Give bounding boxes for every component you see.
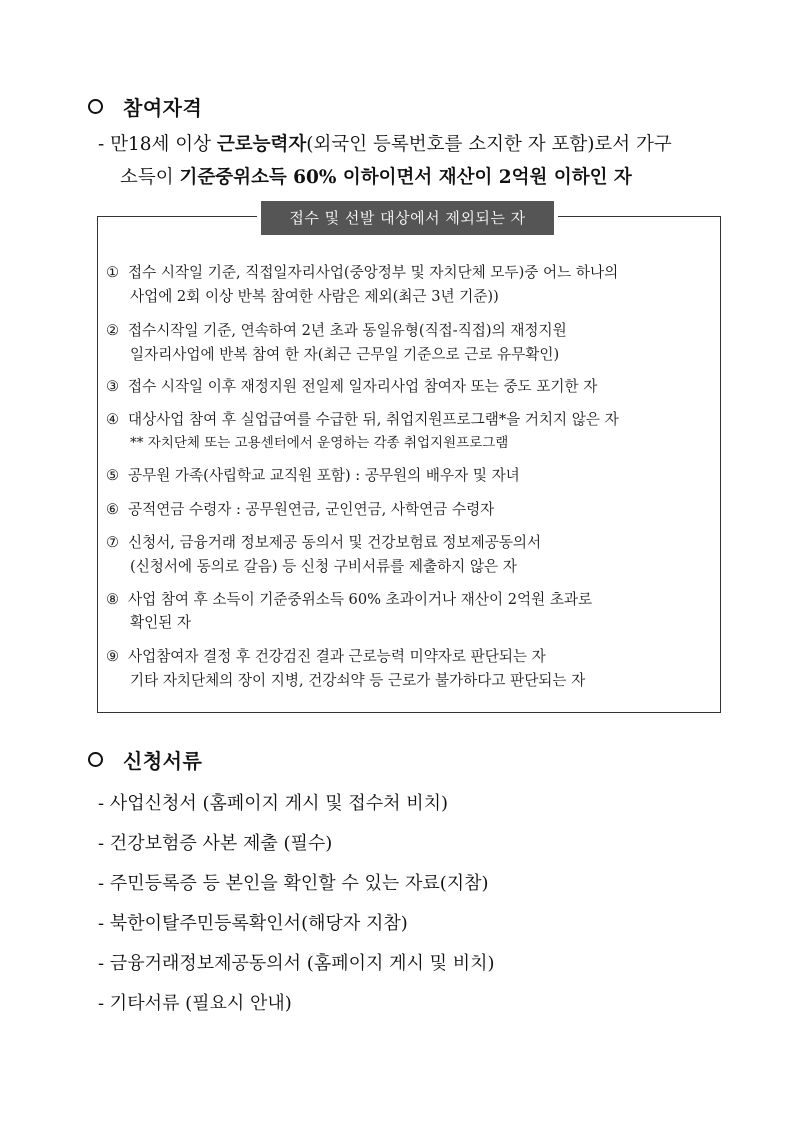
exclusion-item-4-note: ** 자치단체 또는 고용센터에서 운영하는 각종 취업지원프로그램 — [130, 435, 509, 451]
exclusion-item-number: ② — [106, 322, 120, 339]
document-item: - 금융거래정보제공동의서 (홈페이지 게시 및 비치) — [98, 953, 495, 974]
documents-heading-text: 신청서류 — [123, 749, 203, 773]
exclusion-item-9 — [106, 645, 546, 666]
eligibility-line-2-text-a: 소득이 — [120, 167, 180, 188]
exclusion-item-text: 접수 시작일 이후 재정지원 전일제 일자리사업 참여자 또는 중도 포기한 자 — [128, 378, 598, 395]
exclusion-item-text: 공무원 가족(사립학교 교직원 포함) : 공무원의 배우자 및 자녀 — [128, 467, 520, 484]
exclusion-item-text: 접수 시작일 기준, 직접일자리사업(중앙정부 및 자치단체 모두)중 어느 하나의 — [128, 264, 619, 281]
circle-bullet-icon — [88, 752, 103, 767]
exclusion-item-4 — [106, 408, 619, 429]
exclusion-item-number: ⑨ — [106, 648, 120, 665]
eligibility-heading-text: 참여자격 — [123, 96, 203, 120]
exclusion-box — [97, 209, 721, 713]
exclusion-item-text: 사업참여자 결정 후 건강검진 결과 근로능력 미약자로 판단되는 자 — [128, 648, 546, 665]
exclusion-item-number: ③ — [106, 378, 120, 395]
exclusion-box-title: 접수 및 선발 대상에서 제외되는 자 — [261, 201, 554, 235]
exclusion-item-number: ⑥ — [106, 501, 120, 518]
exclusion-item-number: ① — [106, 264, 120, 281]
eligibility-line-1-text-c: (외국인 등록번호를 소지한 자 포함)로서 가구 — [306, 134, 672, 155]
eligibility-line-2 — [120, 163, 632, 189]
exclusion-item-text: 신청서, 금융거래 정보제공 동의서 및 건강보험료 정보제공동의서 — [128, 534, 542, 551]
exclusion-item-2-cont: 일자리사업에 반복 참여 한 자(최근 근무일 기준으로 근로 유무확인) — [130, 346, 560, 363]
exclusion-item-text: 사업 참여 후 소득이 기준중위소득 60% 초과이거나 재산이 2억원 초과로 — [128, 591, 593, 608]
circle-bullet-icon — [88, 99, 103, 114]
exclusion-item-8 — [106, 588, 592, 609]
exclusion-item-9-cont: 기타 자치단체의 장이 지병, 건강쇠약 등 근로가 불가하다고 판단되는 자 — [130, 672, 586, 689]
exclusion-item-8-cont: 확인된 자 — [130, 614, 192, 631]
document-item: - 주민등록증 등 본인을 확인할 수 있는 자료(지참) — [98, 873, 489, 894]
document-item: - 사업신청서 (홈페이지 게시 및 접수처 비치) — [98, 793, 449, 814]
exclusion-item-5 — [106, 464, 520, 485]
document-item: - 건강보험증 사본 제출 (필수) — [98, 833, 333, 854]
exclusion-item-3 — [106, 375, 597, 396]
exclusion-item-number: ⑧ — [106, 591, 120, 608]
document-item: - 북한이탈주민등록확인서(해당자 지참) — [98, 913, 408, 934]
eligibility-line-1-text-a: - 만18세 이상 — [98, 134, 217, 155]
exclusion-item-1-cont: 사업에 2회 이상 반복 참여한 사람은 제외(최근 3년 기준)) — [130, 288, 499, 305]
exclusion-item-text: 접수시작일 기준, 연속하여 2년 초과 동일유형(직접-직접)의 재정지원 — [128, 322, 567, 339]
exclusion-item-7-cont: (신청서에 동의로 갈음) 등 신청 구비서류를 제출하지 않은 자 — [130, 558, 517, 575]
exclusion-item-2 — [106, 319, 567, 340]
exclusion-item-number: ⑦ — [106, 534, 120, 551]
document-item: - 기타서류 (필요시 안내) — [98, 993, 292, 1014]
exclusion-item-7 — [106, 531, 541, 552]
exclusion-item-text: 대상사업 참여 후 실업급여를 수급한 뒤, 취업지원프로그램*을 거치지 않은 자 — [128, 411, 619, 428]
exclusion-item-1 — [106, 261, 618, 282]
eligibility-line-1-bold: 근로능력자 — [216, 134, 307, 155]
exclusion-item-text: 공적연금 수령자 : 공무원연금, 군인연금, 사학연금 수령자 — [128, 501, 495, 518]
documents-heading — [82, 745, 202, 774]
exclusion-item-number: ④ — [106, 411, 120, 428]
exclusion-item-number: ⑤ — [106, 467, 120, 484]
exclusion-item-6 — [106, 498, 494, 519]
eligibility-line-1 — [98, 130, 672, 156]
eligibility-line-2-bold: 기준중위소득 60% 이하이면서 재산이 2억원 이하인 자 — [179, 167, 632, 188]
eligibility-heading — [82, 92, 202, 121]
